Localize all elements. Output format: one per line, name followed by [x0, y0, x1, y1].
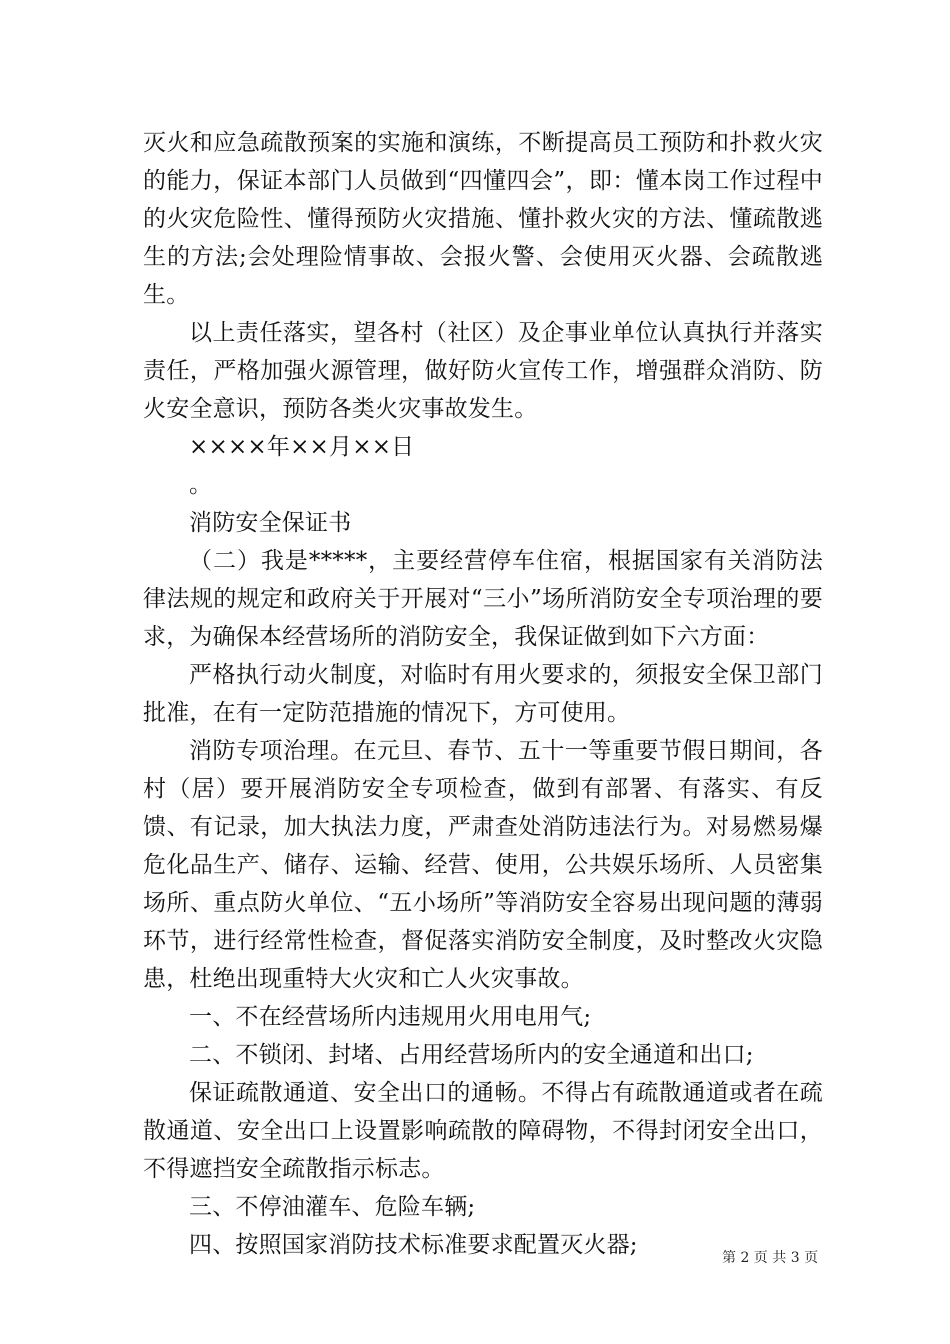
document-body: [143, 124, 823, 1264]
list-item-three: 三、不停油灌车、危险车辆;: [189, 1194, 476, 1220]
paragraph-evacuation: 保证疏散通道、安全出口的通畅。不得占有疏散通道或者在疏散通道、安全出口上设置影响疏散的障碍物，不得封闭安全出口，不得遮挡安全疏散指示标志。: [143, 1080, 823, 1182]
paragraph-special-inspection: 消防专项治理。在元旦、春节、五十一等重要节假日期间，各村（居）要开展消防安全专项检查，做到有部署、有落实、有反馈、有记录，加大执法力度，严肃查处消防违法行为。对易燃易爆危化品生产、储存、运输、经营、使用，公共娱乐场所、人员密集场所、重点防火单位、“五小场所”等消防安全容易出现问题的薄弱环节，进行经常性检查，督促落实消防安全制度，及时整改火灾隐患，杜绝出现重特大火灾和亡人火灾事故。: [143, 738, 823, 992]
date-line: ××××年××月××日: [189, 434, 415, 460]
section-title: 消防安全保证书: [189, 510, 352, 536]
list-item-one: 一、不在经营场所内违规用火用电用气;: [189, 1004, 592, 1030]
paragraph-responsibility: 以上责任落实，望各村（社区）及企事业单位认真执行并落实责任，严格加强火源管理，做好防火宣传工作，增强群众消防、防火安全意识，预防各类火灾事故发生。: [143, 320, 823, 422]
page-number: 第 2 页 共 3 页: [722, 1250, 819, 1266]
list-item-four: 四、按照国家消防技术标准要求配置灭火器;: [189, 1232, 638, 1258]
period-line: 。: [189, 472, 213, 498]
paragraph-fire-drill-continued: 灭火和应急疏散预案的实施和演练，不断提高员工预防和扑救火灾的能力，保证本部门人员做到“四懂四会”，即：懂本岗工作过程中的火灾危险性、懂得预防火灾措施、懂扑救火灾的方法、懂疏散逃生的方法;会处理险情事故、会报火警、会使用灭火器、会疏散逃生。: [143, 130, 823, 308]
paragraph-pledge-intro: （二）我是*****，主要经营停车住宿，根据国家有关消防法律法规的规定和政府关于开展对“三小”场所消防安全专项治理的要求，为确保本经营场所的消防安全，我保证做到如下六方面：: [143, 548, 823, 650]
paragraph-fire-permit: 严格执行动火制度，对临时有用火要求的，须报安全保卫部门批准，在有一定防范措施的情况下，方可使用。: [143, 662, 823, 726]
list-item-two: 二、不锁闭、封堵、占用经营场所内的安全通道和出口;: [189, 1042, 754, 1068]
